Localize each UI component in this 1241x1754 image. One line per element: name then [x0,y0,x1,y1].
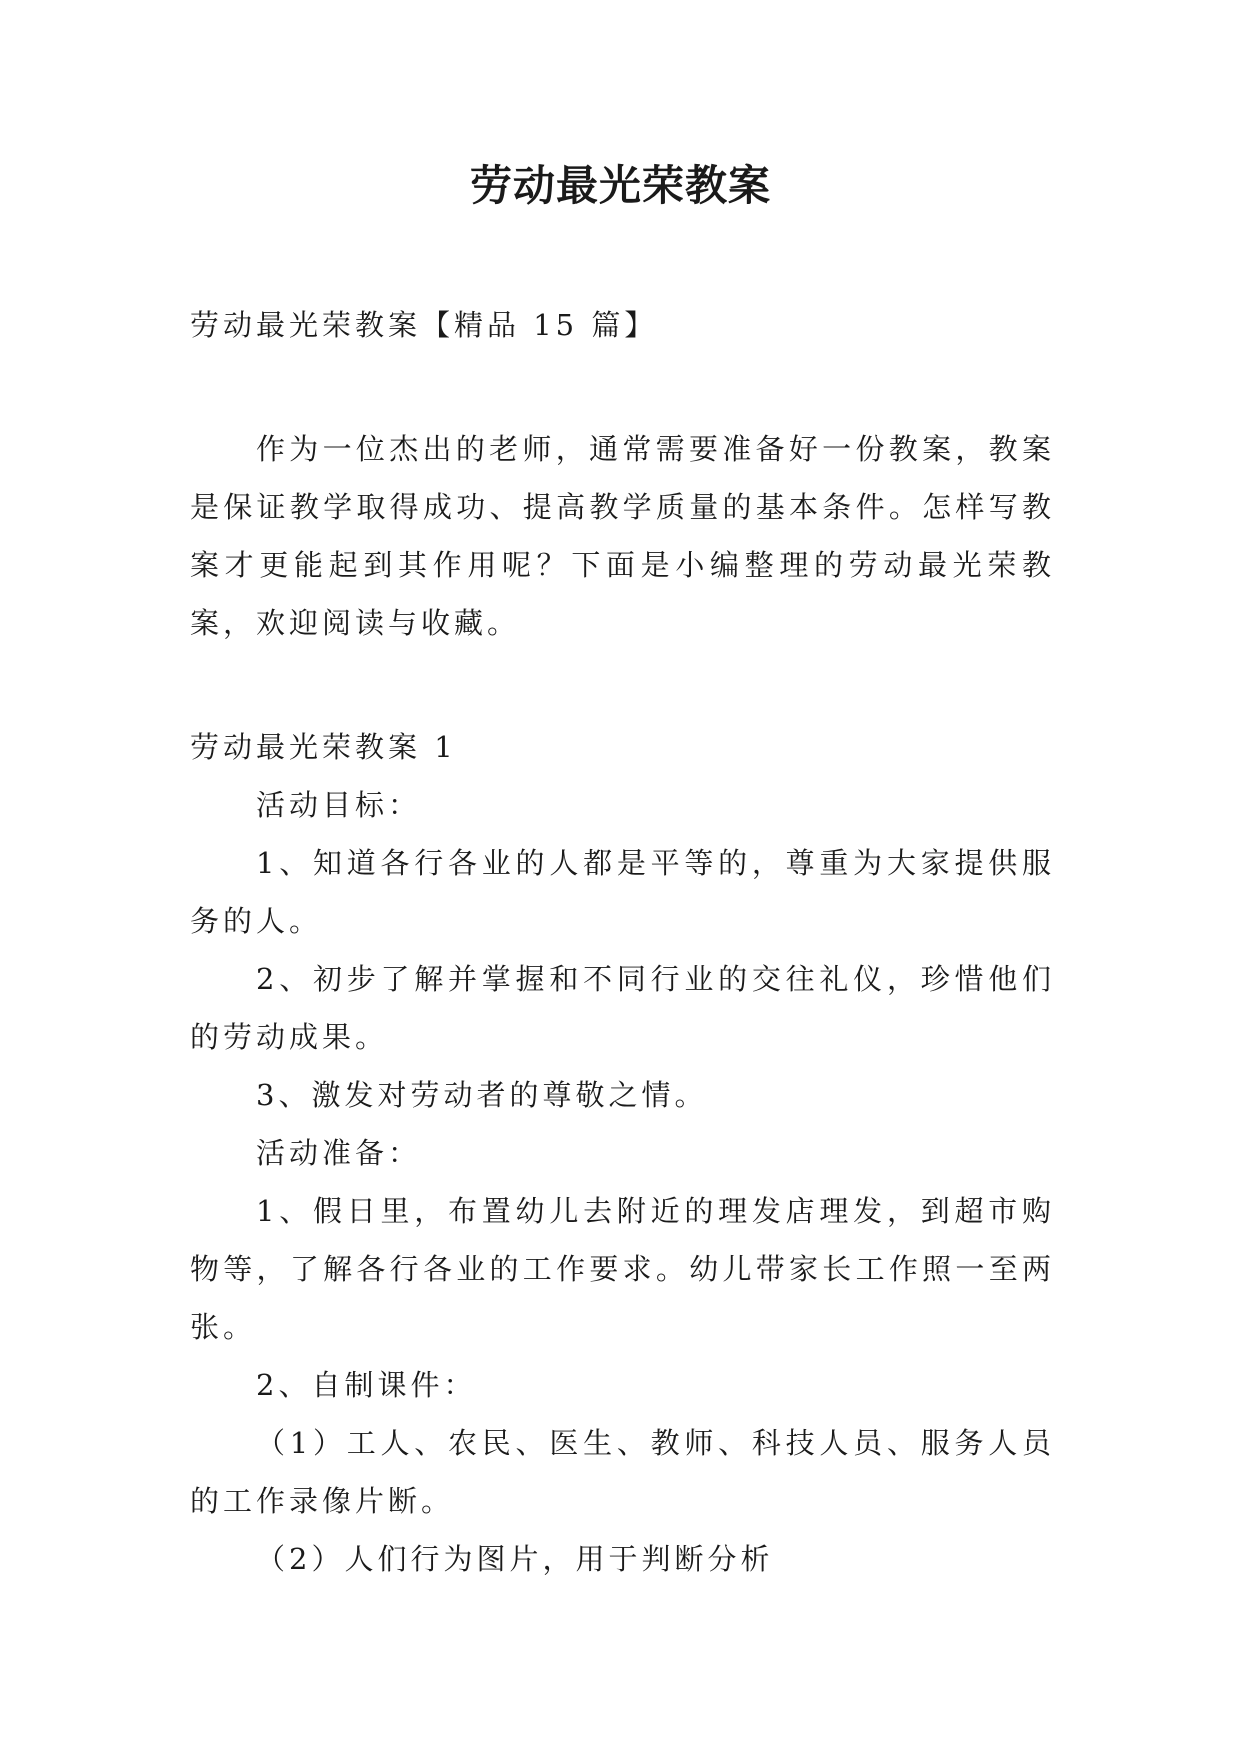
prep-subitem: （2）人们行为图片，用于判断分析 [256,1542,774,1576]
goals-label: 活动目标： [256,788,422,822]
goal-item: 1、知道各行各业的人都是平等的，尊重为大家提供服务的人。 [190,846,1055,938]
document-title: 劳动最光荣教案 [469,161,771,210]
prep-item: 1、假日里，布置幼儿去附近的理发店理发，到超市购物等，了解各行各业的工作要求。幼儿带家长工作照一至两张。 [190,1194,1055,1344]
goal-item: 2、初步了解并掌握和不同行业的交往礼仪，珍惜他们的劳动成果。 [190,962,1055,1054]
prep-label: 活动准备： [256,1136,422,1170]
goal-item: 3、激发对劳动者的尊敬之情。 [256,1078,708,1112]
section-heading: 劳动最光荣教案 1 [190,730,457,764]
intro-paragraph: 作为一位杰出的老师，通常需要准备好一份教案，教案是保证教学取得成功、提高教学质量的基本条件。怎样写教案才更能起到其作用呢？下面是小编整理的劳动最光荣教案，欢迎阅读与收藏。 [190,432,1055,640]
prep-subitem: （1）工人、农民、医生、教师、科技人员、服务人员的工作录像片断。 [190,1426,1055,1518]
document-body [190,296,1055,1588]
subtitle: 劳动最光荣教案【精品 15 篇】 [190,308,658,342]
prep-item: 2、自制课件： [256,1368,477,1402]
